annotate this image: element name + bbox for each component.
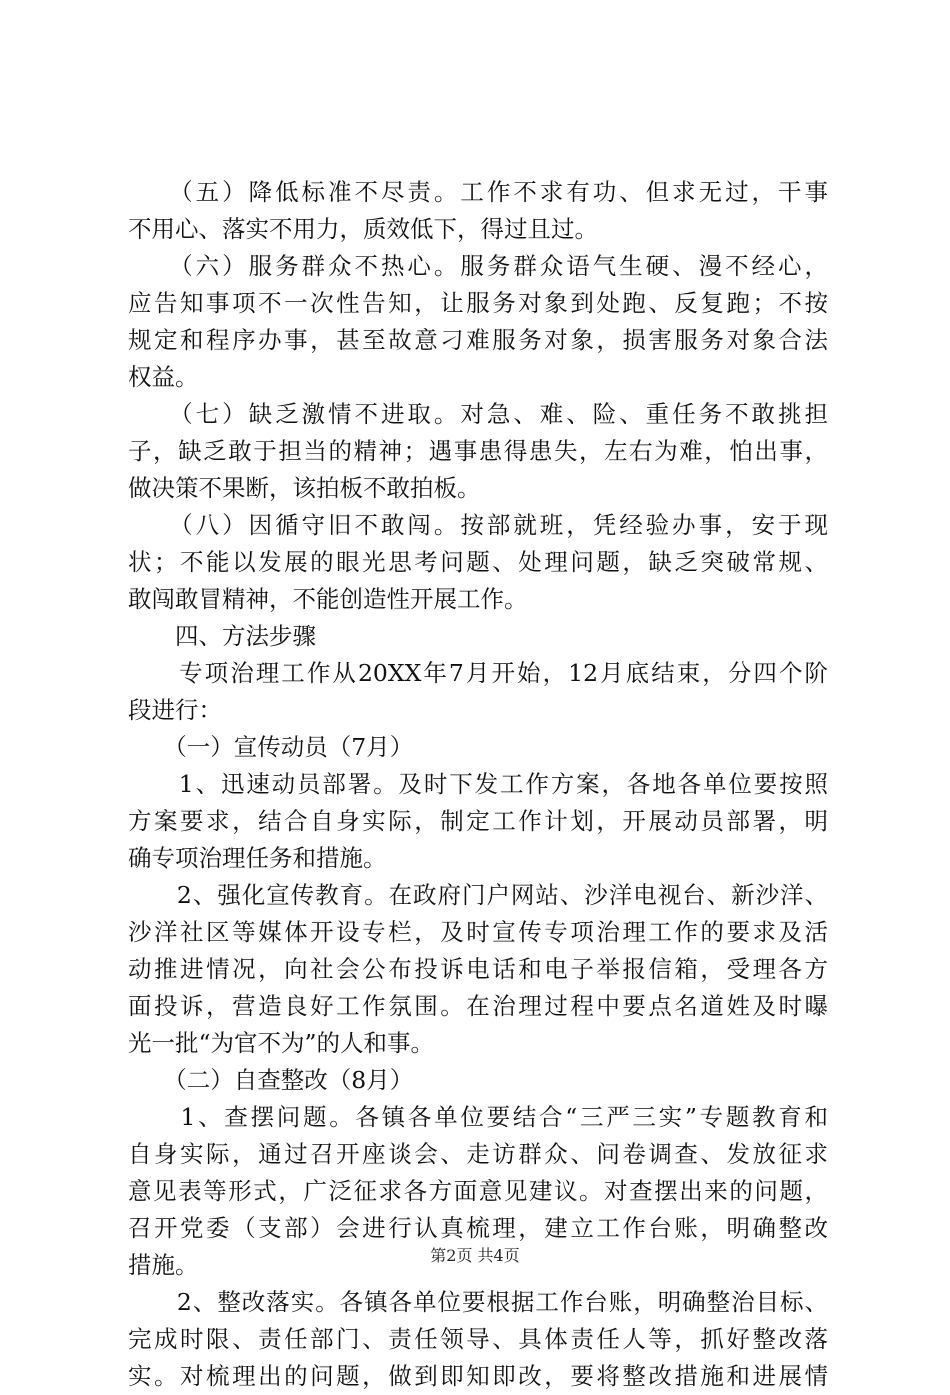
text-line: 沙洋社区等媒体开设专栏，及时宣传专项治理工作的要求及活 bbox=[128, 918, 828, 946]
text-line: （八）因循守旧不敢闯。按部就班，凭经验办事，安于现 bbox=[128, 511, 828, 539]
text-line: 方案要求，结合自身实际，制定工作计划，开展动员部署，明 bbox=[128, 807, 828, 835]
text-line: 2、整改落实。各镇各单位要根据工作台账，明确整治目标、 bbox=[128, 1288, 828, 1316]
text-line: 动推进情况，向社会公布投诉电话和电子举报信箱，受理各方 bbox=[128, 955, 828, 983]
text-line: 做决策不果断，该拍板不敢拍板。 bbox=[128, 474, 481, 502]
text-line: 四、方法步骤 bbox=[128, 622, 316, 650]
text-line: 完成时限、责任部门、责任领导、具体责任人等，抓好整改落 bbox=[128, 1325, 828, 1353]
document-body bbox=[128, 174, 828, 1395]
text-line: 确专项治理任务和措施。 bbox=[128, 844, 387, 872]
text-line: 实。对梳理出的问题，做到即知即改，要将整改措施和进展情 bbox=[128, 1362, 828, 1390]
text-line: 自身实际，通过召开座谈会、走访群众、问卷调查、发放征求 bbox=[128, 1140, 828, 1168]
text-line: 不用心、落实不用力，质效低下，得过且过。 bbox=[128, 215, 598, 243]
text-line: （一）宣传动员（7月） bbox=[128, 733, 414, 761]
text-line: （七）缺乏激情不进取。对急、难、险、重任务不敢挑担 bbox=[128, 400, 828, 428]
text-line: 规定和程序办事，甚至故意刁难服务对象，损害服务对象合法 bbox=[128, 326, 828, 354]
text-line: 敢闯敢冒精神，不能创造性开展工作。 bbox=[128, 585, 528, 613]
text-line: （五）降低标准不尽责。工作不求有功、但求无过，干事 bbox=[128, 178, 828, 206]
text-line: 权益。 bbox=[128, 363, 199, 391]
text-line: 应告知事项不一次性告知，让服务对象到处跑、反复跑；不按 bbox=[128, 289, 828, 317]
text-line: 面投诉，营造良好工作氛围。在治理过程中要点名道姓及时曝 bbox=[128, 992, 828, 1020]
text-line: 段进行： bbox=[128, 696, 222, 724]
text-line: 光一批“为官不为”的人和事。 bbox=[128, 1029, 435, 1057]
text-line: 措施。 bbox=[128, 1251, 199, 1279]
text-line: 2、强化宣传教育。在政府门户网站、沙洋电视台、新沙洋、 bbox=[128, 881, 828, 909]
page-footer: 第2页 共4页 bbox=[430, 1246, 520, 1265]
text-line: 子，缺乏敢于担当的精神；遇事患得患失，左右为难，怕出事， bbox=[128, 437, 828, 465]
text-line: 意见表等形式，广泛征求各方面意见建议。对查摆出来的问题， bbox=[128, 1177, 828, 1205]
text-line: 1、查摆问题。各镇各单位要结合“三严三实”专题教育和 bbox=[128, 1103, 828, 1131]
text-line: 召开党委（支部）会进行认真梳理，建立工作台账，明确整改 bbox=[128, 1214, 828, 1242]
text-line: 专项治理工作从20XX年7月开始，12月底结束，分四个阶 bbox=[128, 659, 828, 687]
text-line: 状；不能以发展的眼光思考问题、处理问题，缺乏突破常规、 bbox=[128, 548, 828, 576]
text-line: 1、迅速动员部署。及时下发工作方案，各地各单位要按照 bbox=[128, 770, 828, 798]
text-line: （六）服务群众不热心。服务群众语气生硬、漫不经心， bbox=[128, 252, 828, 280]
text-line: （二）自查整改（8月） bbox=[128, 1066, 414, 1094]
